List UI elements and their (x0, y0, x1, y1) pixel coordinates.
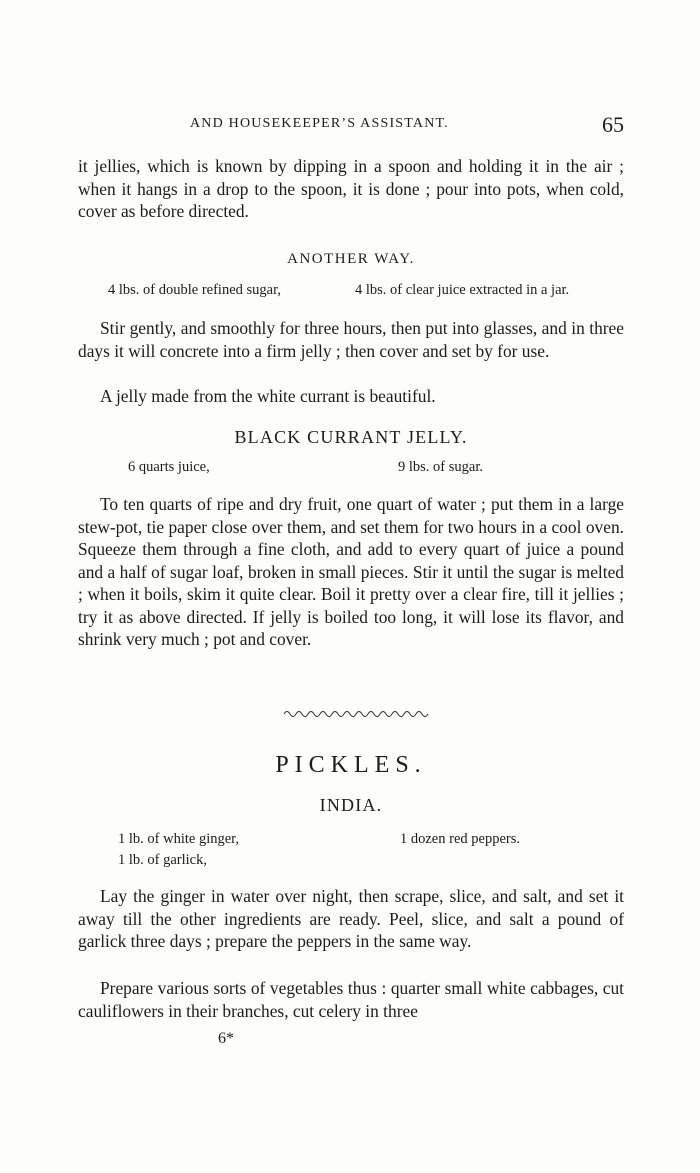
pickles-ingredient-ginger: 1 lb. of white ginger, (118, 831, 240, 847)
black-currant-heading: BLACK CURRANT JELLY. (234, 427, 468, 447)
page-number: 65 (602, 112, 624, 137)
pickles-paragraph-ginger: Lay the ginger in water over night, then scrape, slice, and salt, and set it away till the other ingredients are ready. Peel, slice, and salt a pound of garlick three days ; prepare the peppers in the same way. (78, 886, 624, 951)
another-way-paragraph: Stir gently, and smoothly for three hours, then put into glasses, and in three days it will concrete into a firm jelly ; then cover and set by for use. (78, 318, 624, 361)
pickles-heading: PICKLES. (275, 752, 427, 778)
black-currant-paragraph: To ten quarts of ripe and dry fruit, one quart of water ; put them in a large stew-pot, tie paper close over them, and set them for two hours in a cool oven. Squeeze them through a fine cloth, and add to every quart of juice a pound and a half of sugar loaf, broken in small pieces. Stir it until the sugar is melted ; when it boils, skim it quite clear. Boil it pretty over a clear fire, till it jellies ; try it as above directed. If jelly is boiled too long, it will lose its flavor, and shrink very much ; pot and cover. (78, 494, 624, 649)
signature-mark: 6* (218, 1030, 234, 1047)
another-way-ingredient-right: 4 lbs. of clear juice extracted in a jar. (355, 282, 570, 298)
wavy-divider-ornament (282, 708, 432, 720)
another-way-heading: ANOTHER WAY. (287, 251, 415, 267)
black-currant-ingredient-right: 9 lbs. of sugar. (398, 459, 483, 475)
white-currant-note: A jelly made from the white currant is beautiful. (100, 386, 436, 406)
pickles-ingredient-garlick: 1 lb. of garlick, (118, 852, 207, 868)
another-way-ingredient-left: 4 lbs. of double refined sugar, (108, 282, 281, 298)
black-currant-ingredient-left: 6 quarts juice, (128, 459, 210, 475)
page-header (78, 112, 624, 142)
pickles-paragraph-vegetables: Prepare various sorts of vegetables thus : quarter small white cabbages, cut cauliflowers in their branches, cut celery in three (78, 978, 624, 1021)
intro-paragraph: it jellies, which is known by dipping in a spoon and holding it in the air ; when it hangs in a drop to the spoon, it is done ; pour into pots, when cold, cover as before directed. (78, 156, 624, 221)
pickles-ingredient-peppers: 1 dozen red peppers. (400, 831, 520, 847)
india-subheading: INDIA. (319, 795, 383, 815)
running-title: AND HOUSEKEEPER’S ASSISTANT. (190, 116, 449, 131)
